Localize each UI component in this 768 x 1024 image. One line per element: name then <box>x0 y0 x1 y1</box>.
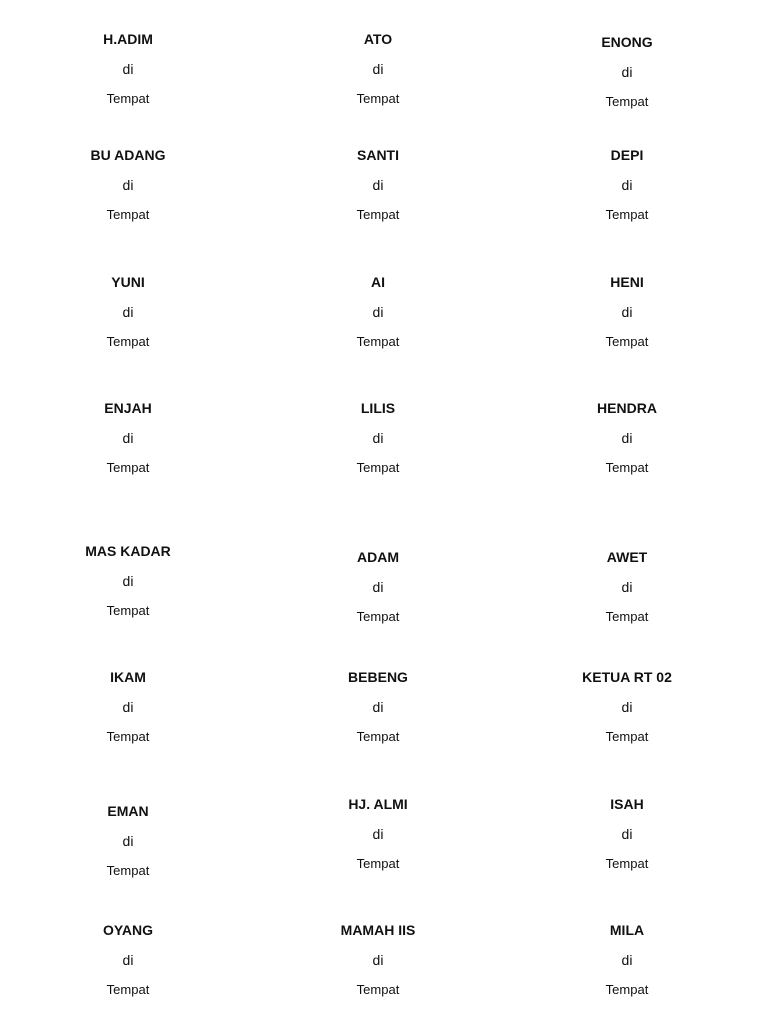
recipient-place: Tempat <box>605 609 649 624</box>
recipient-preposition: di <box>122 304 134 320</box>
recipient-name: KETUA RT 02 <box>582 669 672 685</box>
recipient-name: IKAM <box>110 669 146 685</box>
address-label <box>18 147 238 223</box>
address-label <box>18 400 238 476</box>
recipient-preposition: di <box>621 699 633 715</box>
address-label <box>268 274 488 350</box>
address-label <box>18 31 238 107</box>
recipient-preposition: di <box>122 952 134 968</box>
recipient-preposition: di <box>372 430 384 446</box>
recipient-name: SANTI <box>357 147 399 163</box>
recipient-name: MAS KADAR <box>85 543 171 559</box>
recipient-preposition: di <box>122 833 134 849</box>
recipient-name: H.ADIM <box>103 31 153 47</box>
recipient-name: YUNI <box>111 274 145 290</box>
recipient-name: HENDRA <box>597 400 657 416</box>
address-label <box>517 922 737 998</box>
recipient-preposition: di <box>372 826 384 842</box>
recipient-place: Tempat <box>106 982 150 997</box>
recipient-place: Tempat <box>605 334 649 349</box>
recipient-place: Tempat <box>605 460 649 475</box>
address-label <box>18 669 238 745</box>
address-label <box>18 922 238 998</box>
recipient-name: AWET <box>606 549 648 565</box>
recipient-place: Tempat <box>605 982 649 997</box>
recipient-place: Tempat <box>605 94 649 109</box>
recipient-place: Tempat <box>356 460 400 475</box>
recipient-place: Tempat <box>605 856 649 871</box>
recipient-place: Tempat <box>106 91 150 106</box>
address-label <box>517 669 737 745</box>
address-label <box>517 549 737 625</box>
recipient-name: ISAH <box>610 796 644 812</box>
recipient-name: HJ. ALMI <box>348 796 408 812</box>
address-label <box>268 922 488 998</box>
address-label <box>268 400 488 476</box>
recipient-place: Tempat <box>356 729 400 744</box>
recipient-name: BU ADANG <box>90 147 166 163</box>
recipient-preposition: di <box>372 699 384 715</box>
recipient-preposition: di <box>122 573 134 589</box>
recipient-preposition: di <box>621 579 633 595</box>
recipient-name: MAMAH IIS <box>340 922 416 938</box>
address-label <box>18 274 238 350</box>
recipient-preposition: di <box>372 304 384 320</box>
recipient-place: Tempat <box>605 207 649 222</box>
recipient-preposition: di <box>122 430 134 446</box>
recipient-place: Tempat <box>605 729 649 744</box>
recipient-name: EMAN <box>107 803 149 819</box>
address-label <box>517 796 737 872</box>
address-label <box>268 31 488 107</box>
recipient-place: Tempat <box>356 982 400 997</box>
recipient-preposition: di <box>621 177 633 193</box>
recipient-place: Tempat <box>106 207 150 222</box>
recipient-name: OYANG <box>102 922 154 938</box>
recipient-preposition: di <box>621 952 633 968</box>
recipient-name: DEPI <box>610 147 644 163</box>
recipient-place: Tempat <box>356 207 400 222</box>
recipient-name: ENJAH <box>104 400 152 416</box>
recipient-place: Tempat <box>356 91 400 106</box>
recipient-preposition: di <box>372 61 384 77</box>
recipient-place: Tempat <box>106 603 150 618</box>
recipient-place: Tempat <box>356 334 400 349</box>
recipient-place: Tempat <box>106 863 150 878</box>
address-label <box>268 549 488 625</box>
recipient-place: Tempat <box>356 856 400 871</box>
recipient-name: BEBENG <box>348 669 408 685</box>
recipient-preposition: di <box>621 826 633 842</box>
recipient-preposition: di <box>372 177 384 193</box>
address-label <box>18 543 238 619</box>
recipient-place: Tempat <box>106 729 150 744</box>
recipient-preposition: di <box>122 61 134 77</box>
recipient-preposition: di <box>372 579 384 595</box>
recipient-name: MILA <box>609 922 645 938</box>
recipient-name: ADAM <box>357 549 399 565</box>
recipient-preposition: di <box>621 304 633 320</box>
recipient-preposition: di <box>621 64 633 80</box>
recipient-name: AI <box>371 274 385 290</box>
address-label <box>268 796 488 872</box>
recipient-preposition: di <box>122 177 134 193</box>
address-label <box>18 803 238 879</box>
recipient-place: Tempat <box>356 609 400 624</box>
address-label <box>268 669 488 745</box>
recipient-name: HENI <box>610 274 644 290</box>
recipient-preposition: di <box>372 952 384 968</box>
recipient-name: ENONG <box>601 34 653 50</box>
address-label <box>517 147 737 223</box>
address-label <box>517 274 737 350</box>
address-label <box>517 400 737 476</box>
recipient-place: Tempat <box>106 334 150 349</box>
recipient-place: Tempat <box>106 460 150 475</box>
recipient-preposition: di <box>122 699 134 715</box>
address-label <box>268 147 488 223</box>
recipient-name: LILIS <box>360 400 396 416</box>
recipient-name: ATO <box>363 31 393 47</box>
recipient-preposition: di <box>621 430 633 446</box>
address-label <box>517 34 737 110</box>
